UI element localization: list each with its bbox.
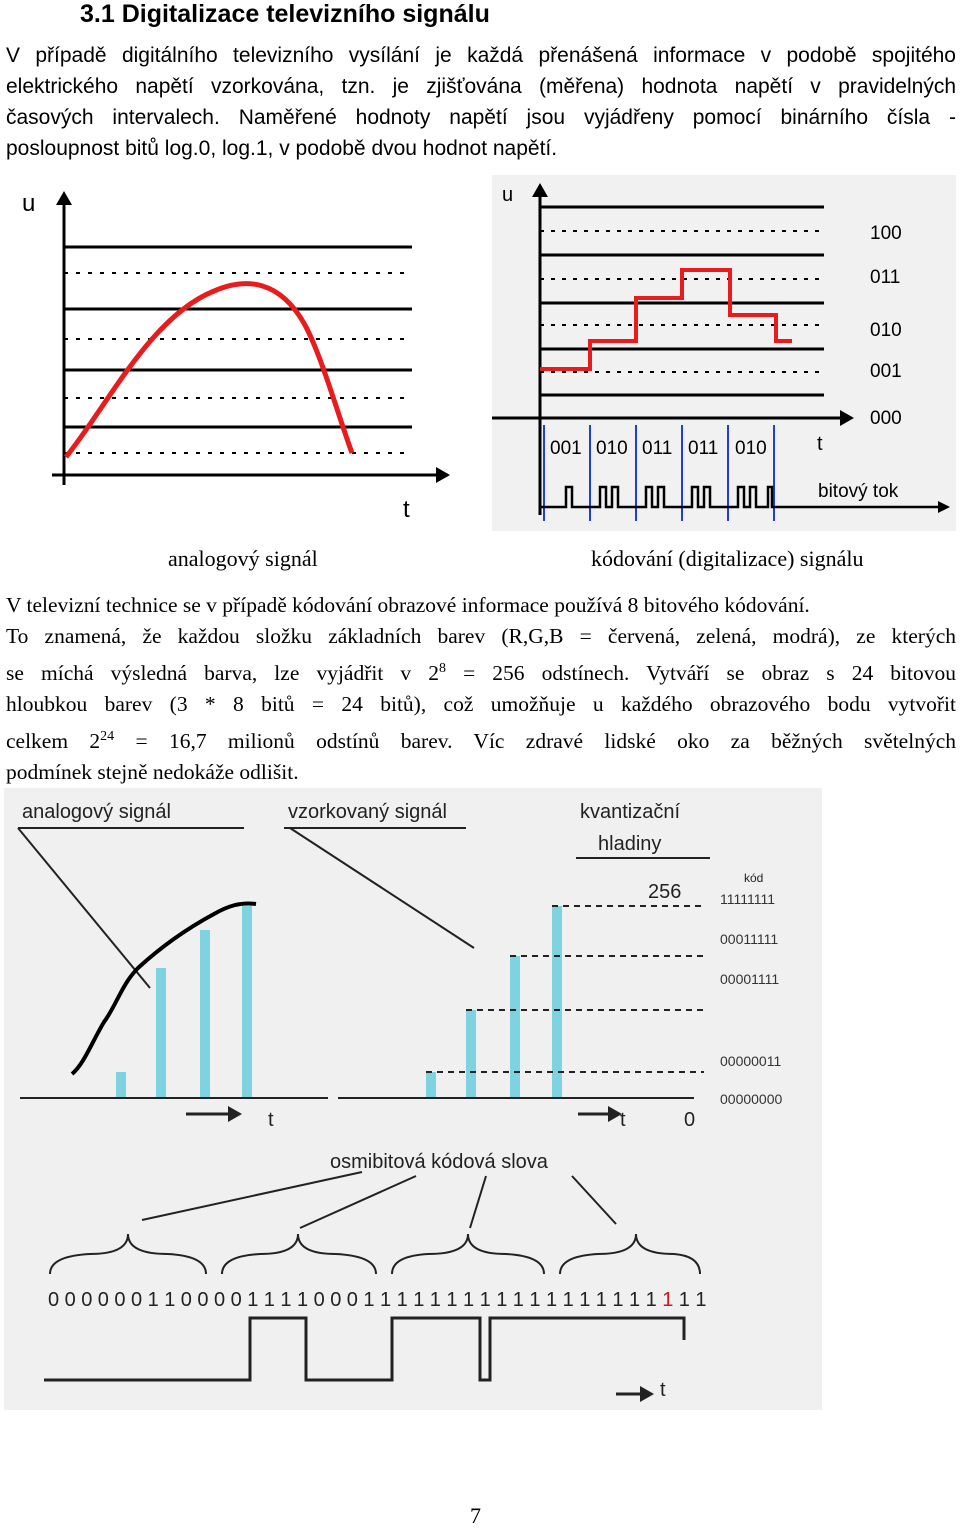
t-label-right: t [620, 1109, 626, 1131]
bit-digit: 0 [114, 1289, 126, 1311]
bit-digit: 0 [180, 1289, 192, 1311]
bit-digit: 0 [330, 1289, 342, 1311]
page-number: 7 [470, 1503, 481, 1528]
label-quant-2: hladiny [598, 833, 662, 855]
bit-digit: 0 [313, 1289, 325, 1311]
bit-digit: 1 [595, 1289, 607, 1311]
bit-digit: 1 [164, 1289, 176, 1311]
body-line: hloubkou barev (3 * 8 bitů = 24 bitů), což umožňuje u každého obrazového bodu vytvořit [6, 692, 956, 717]
bit-digit: 1 [396, 1289, 408, 1311]
bitstream-label: bitový tok [818, 481, 899, 502]
digitization-diagram [492, 175, 956, 531]
bit-digit: 1 [363, 1289, 375, 1311]
bit-digit: 1 [479, 1289, 491, 1311]
level-256: 256 [648, 881, 682, 903]
analog-y-label: u [22, 190, 36, 217]
bit-digit: 0 [230, 1289, 242, 1311]
bit-digit: 0 [197, 1289, 209, 1311]
label-sampled: vzorkovaný signál [288, 801, 447, 823]
label-quant-1: kvantizační [580, 801, 681, 823]
code-header: kód [744, 871, 764, 885]
bit-digit: 1 [280, 1289, 292, 1311]
code-value: 00001111 [720, 971, 780, 987]
code-label: 001 [550, 438, 582, 459]
bit-digit: 1 [662, 1289, 674, 1311]
section-heading: 3.1 Digitalizace televizního signálu [80, 0, 490, 28]
bit-digit: 1 [297, 1289, 309, 1311]
label-analog: analogový signál [22, 801, 171, 823]
bit-digit: 0 [346, 1289, 358, 1311]
code-value: 00000000 [720, 1091, 783, 1107]
bit-digit: 1 [263, 1289, 275, 1311]
body-line: To znamená, že každou složku základních barev (R,G,B = červená, zelená, modrá), ze kterých [6, 624, 956, 649]
t-label-left: t [268, 1109, 274, 1131]
caption-digital: kódování (digitalizace) signálu [591, 546, 864, 571]
t-label-bottom: t [660, 1379, 666, 1401]
words-label: osmibitová kódová slova [330, 1151, 548, 1173]
color-depth-paragraph [6, 590, 956, 789]
bit-digit: 1 [512, 1289, 524, 1311]
intro-line: V případě digitálního televizního vysílání je každá přenášená informace v podobě spojitého [6, 44, 956, 67]
body-line: V televizní technice se v případě kódování obrazové informace používá 8 bitového kódování. [6, 593, 810, 617]
bit-digit: 0 [48, 1289, 60, 1311]
code-value: 00000011 [720, 1053, 782, 1069]
code-label: 011 [642, 438, 673, 459]
bit-digit: 1 [446, 1289, 458, 1311]
code-label: 011 [688, 438, 719, 459]
intro-line: elektrického napětí vzorkována, tzn. je zjišťována (měřena) hodnota napětí v pravidelných [6, 75, 956, 98]
digital-y-label: u [502, 184, 514, 206]
body-line: celkem $2^{24} = 16,7$ milionů odstínů barev. Víc zdravé lidské oko za běžných světelných [6, 728, 956, 753]
body-line: se míchá výsledná barva, lze vyjádřit v $2^8 = 256$ odstínech. Vytváří se obraz s 24 bitovou [6, 660, 957, 685]
level-label: 011 [870, 267, 901, 288]
analog-signal-diagram [0, 185, 470, 525]
bit-digit: 1 [529, 1289, 541, 1311]
bit-digit: 1 [546, 1289, 558, 1311]
bit-digit: 0 [131, 1289, 143, 1311]
bit-digit: 1 [562, 1289, 574, 1311]
bit-digit: 1 [429, 1289, 441, 1311]
bit-digit: 1 [579, 1289, 591, 1311]
bit-digit: 0 [64, 1289, 76, 1311]
level-label: 100 [870, 223, 902, 244]
intro-line: posloupnost bitů log.0, log.1, v podobě dvou hodnot napětí. [6, 137, 558, 160]
bit-digit: 1 [612, 1289, 624, 1311]
caption-analog: analogový signál [168, 546, 318, 571]
bit-digit: 1 [645, 1289, 657, 1311]
bit-digit: 1 [147, 1289, 159, 1311]
bit-digit: 1 [247, 1289, 259, 1311]
bit-digit: 0 [214, 1289, 226, 1311]
level-0: 0 [684, 1109, 696, 1131]
body-line: podmínek stejně nedokáže odlišit. [6, 760, 299, 785]
level-label: 010 [870, 320, 902, 341]
bit-digit: 1 [695, 1289, 707, 1311]
analog-x-label: t [403, 496, 410, 523]
level-label: 001 [870, 361, 902, 382]
level-label: 000 [870, 408, 902, 429]
intro-paragraph [6, 40, 956, 164]
bit-digit: 1 [380, 1289, 392, 1311]
bit-digit: 1 [629, 1289, 641, 1311]
bit-digit: 1 [463, 1289, 475, 1311]
bit-digit: 1 [678, 1289, 690, 1311]
quantization-diagram [4, 788, 822, 1410]
bit-digit: 0 [81, 1289, 93, 1311]
bit-digit: 0 [97, 1289, 109, 1311]
code-label: 010 [596, 438, 628, 459]
code-value: 11111111 [720, 891, 776, 907]
bit-digit: 1 [496, 1289, 508, 1311]
digital-x-label: t [817, 433, 823, 455]
code-value: 00011111 [720, 931, 779, 947]
intro-line: časových intervalech. Naměřené hodnoty napětí jsou vyjádřeny pomocí binárního čísla - [6, 106, 956, 129]
code-label: 010 [735, 438, 767, 459]
bit-digit: 1 [413, 1289, 425, 1311]
